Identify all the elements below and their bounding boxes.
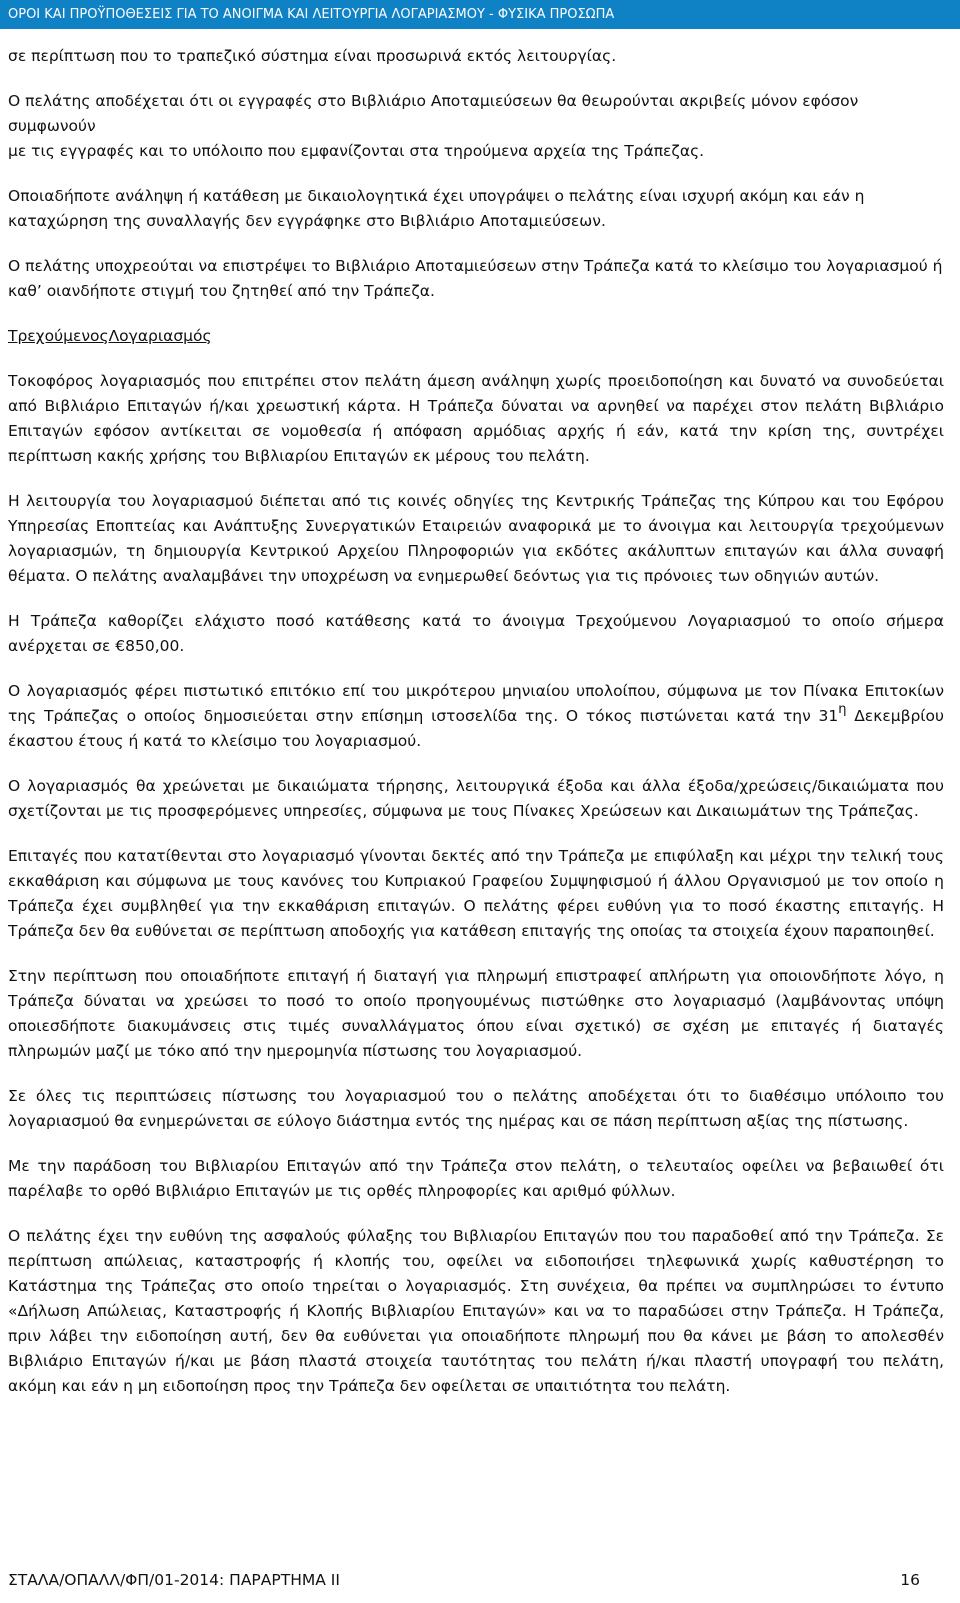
paragraph: Η λειτουργία του λογαριασμού διέπεται από τις κοινές οδηγίες της Κεντρικής Τράπεζας της Κύπρου και του Εφόρου Υπηρεσίας Εποπτείας και Ανάπτυξης Συνεργατικών Εταιρειών αναφορικά με το άνοιγμα και λειτουργία τρεχούμενων λογαριασμών, τη δημιουργία Κεντρικού Αρχείου Πληροφοριών για εκδότες ακάλυπτων επιταγών και άλλα συναφή θέματα. Ο πελάτης αναλαμβάνει την υποχρέωση να ενημερωθεί δεόντως για τις πρόνοιες των οδηγιών αυτών. (8, 492, 944, 585)
page-number: 16 (900, 1571, 920, 1589)
paragraph: Επιταγές που κατατίθενται στο λογαριασμό γίνονται δεκτές από την Τράπεζα με επιφύλαξη και μέχρι την τελική τους εκκαθάριση και σύμφωνα με τους κανόνες του Κυπριακού Γραφείου Συμψηφισμού ή άλλου Οργανισμού με τον οποίο η Τράπεζα έχει συμβληθεί για την εκκαθάριση επιταγών. Ο πελάτης φέρει ευθύνη για το ποσό έκαστης επιταγής. Η Τράπεζα δεν θα ευθύνεται σε περίπτωση αποδοχής για κατάθεση επιταγής της οποίας τα στοιχεία έχουν παραποιηθεί. (8, 847, 944, 940)
paragraph: Στην περίπτωση που οποιαδήποτε επιταγή ή διαταγή για πληρωμή επιστραφεί απλήρωτη για οποιονδήποτε λόγο, η Τράπεζα δύναται να χρεώσει το ποσό το οποίο προηγουμένως πιστώθηκε στο λογαριασμό (λαμβάνοντας υπόψη οποιεσδήποτε διακυμάνσεις στις τιμές συναλλάγματος όπου είναι σχετικό) σε σχέση με επιταγές ή διαταγές πληρωμών μαζί με τόκο από την ημερομηνία πίστωσης του λογαριασμού. (8, 967, 944, 1060)
document-reference: ΣΤΑΛΑ/ΟΠΑΛΛ/ΦΠ/01-2014: ΠΑΡΑΡΤΗΜΑ ΙΙ (8, 1571, 340, 1589)
paragraph-text: Δεκεμβρίου έκαστου έτους ή κατά το κλείσιμο του λογαριασμού. (8, 707, 944, 750)
page-footer (8, 1568, 920, 1592)
section-heading: ΤρεχούμενοςΛογαριασμός (8, 327, 212, 345)
paragraph (8, 679, 944, 754)
header-title: ΟΡΟΙ ΚΑΙ ΠΡΟΫΠΟΘΕΣΕΙΣ ΓΙΑ ΤΟ ΑΝΟΙΓΜΑ ΚΑΙ ΛΕΙΤΟΥΡΓΙΑ ΛΟΓΑΡΙΑΣΜΟΥ - ΦΥΣΙΚΑ ΠΡΟΣΩΠΑ (8, 7, 615, 22)
superscript: η (838, 702, 847, 717)
paragraph: Ο πελάτης υποχρεούται να επιστρέψει το Βιβλιάριο Αποταμιεύσεων στην Τράπεζα κατά το κλείσιμο του λογαριασμού ή καθ’ οιανδήποτε στιγμή του ζητηθεί από την Τράπεζα. (8, 257, 943, 300)
paragraph-line: Ο πελάτης αποδέχεται ότι οι εγγραφές στο Βιβλιάριο Αποταμιεύσεων θα θεωρούνται ακριβείς μόνον εφόσον συμφωνούν (8, 92, 859, 135)
paragraph-text: Ο λογαριασμός φέρει πιστωτικό επιτόκιο επί του μικρότερου μηνιαίου υπολοίπου, σύμφωνα με τον Πίνακα Επιτοκίων της Τράπεζας ο οποίος δημοσιεύεται στην επίσημη ιστοσελίδα της. Ο τόκος πιστώνεται κατά την 31 (8, 682, 944, 725)
paragraph: σε περίπτωση που το τραπεζικό σύστημα είναι προσωρινά εκτός λειτουργίας. (8, 47, 617, 65)
paragraph: Η Τράπεζα καθορίζει ελάχιστο ποσό κατάθεσης κατά το άνοιγμα Τρεχούμενου Λογαριασμού το οποίο σήμερα ανέρχεται σε €850,00. (8, 612, 944, 655)
paragraph: Σε όλες τις περιπτώσεις πίστωσης του λογαριασμού του ο πελάτης αποδέχεται ότι το διαθέσιμο υπόλοιπο του λογαριασμού θα ενημερώνεται σε εύλογο διάστημα εντός της ημέρας και σε πάση περίπτωση αξίας της πίστωσης. (8, 1087, 944, 1130)
paragraph: Ο πελάτης έχει την ευθύνη της ασφαλούς φύλαξης του Βιβλιαρίου Επιταγών που του παραδοθεί από την Τράπεζα. Σε περίπτωση απώλειας, καταστροφής ή κλοπής του, οφείλει να ειδοποιήσει τηλεφωνικά χωρίς καθυστέρηση το Κατάστημα της Τράπεζας στο οποίο τηρείται ο λογαριασμός. Στη συνέχεια, θα πρέπει να συμπληρώσει το έντυπο «Δήλωση Απώλειας, Καταστροφής ή Κλοπής Βιβλιαρίου Επιταγών» και να το παραδώσει στην Τράπεζα. Η Τράπεζα, πριν λάβει την ειδοποίηση αυτή, δεν θα ευθύνεται για οποιαδήποτε πληρωμή που θα κάνει με βάση το απολεσθέν Βιβλιάριο Επιταγών ή/και με βάση πλαστά στοιχεία ταυτότητας του πελάτη ή/και πλαστή υπογραφή του πελάτη, ακόμη και εάν η μη ειδοποίηση προς την Τράπεζα δεν οφείλεται σε υπαιτιότητα του πελάτη. (8, 1227, 944, 1395)
paragraph: Με την παράδοση του Βιβλιαρίου Επιταγών από την Τράπεζα στον πελάτη, ο τελευταίος οφείλει να βεβαιωθεί ότι παρέλαβε το ορθό Βιβλιάριο Επιταγών με τις ορθές πληροφορίες και αριθμό φύλλων. (8, 1157, 944, 1200)
paragraph: Οποιαδήποτε ανάληψη ή κατάθεση με δικαιολογητικά έχει υπογράψει ο πελάτης είναι ισχυρή ακόμη και εάν η καταχώρηση της συναλλαγής δεν εγγράφηκε στο Βιβλιάριο Αποταμιεύσεων. (8, 187, 865, 230)
paragraph (8, 89, 944, 164)
page-header-bar (0, 0, 960, 29)
paragraph-line: με τις εγγραφές και το υπόλοιπο που εμφανίζονται στα τηρούμενα αρχεία της Τράπεζας. (8, 142, 705, 160)
paragraph: Ο λογαριασμός θα χρεώνεται με δικαιώματα τήρησης, λειτουργικά έξοδα και άλλα έξοδα/χρεώσεις/δικαιώματα που σχετίζονται με τις προσφερόμενες υπηρεσίες, σύμφωνα με τους Πίνακες Χρεώσεων και Δικαιωμάτων της Τράπεζας. (8, 777, 944, 820)
document-body (8, 44, 944, 1419)
paragraph: Τοκοφόρος λογαριασμός που επιτρέπει στον πελάτη άμεση ανάληψη χωρίς προειδοποίηση και δυνατό να συνοδεύεται από Βιβλιάριο Επιταγών ή/και χρεωστική κάρτα. Η Τράπεζα δύναται να αρνηθεί να παρέχει στον πελάτη Βιβλιάριο Επιταγών εφόσον αντίκειται σε νομοθεσία ή απόφαση αρμόδιας αρχής ή εάν, κατά την κρίση της, συντρέχει περίπτωση κακής χρήσης του Βιβλιαρίου Επιταγών εκ μέρους του πελάτη. (8, 372, 944, 465)
